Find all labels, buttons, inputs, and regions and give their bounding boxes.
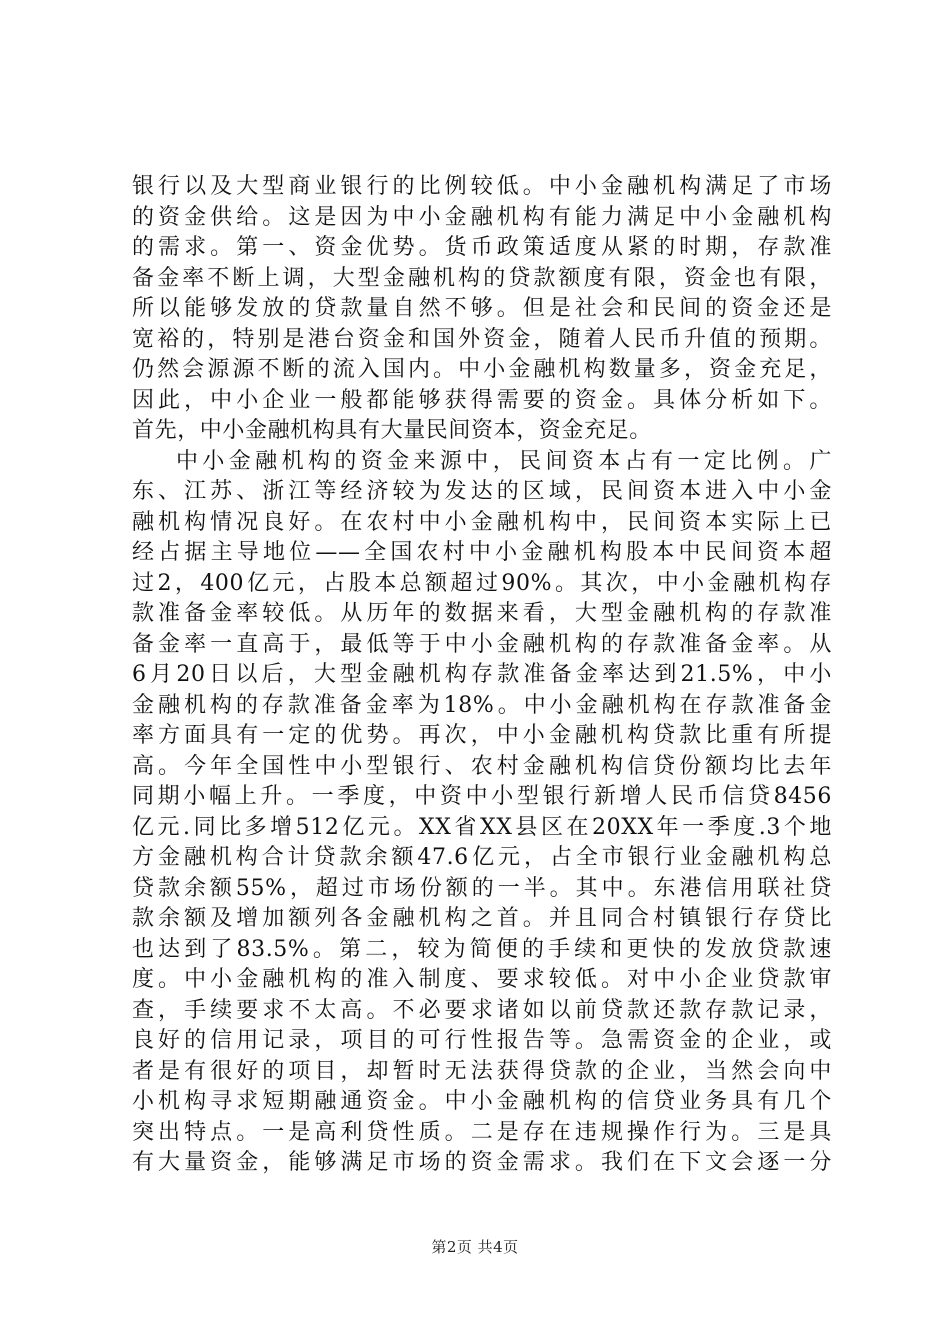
text-line: 首先，中小金融机构具有大量民间资本，资金充足。 <box>132 418 652 443</box>
text-line: 高。今年全国性中小型银行、农村金融机构信贷份额均比去年 <box>132 753 832 779</box>
text-line: 亿元.同比多增512亿元。XX省XX县区在20XX年一季度.3个地 <box>132 814 832 840</box>
text-line: 备金率不断上调，大型金融机构的贷款额度有限，资金也有限， <box>132 265 832 291</box>
text-line: 有大量资金，能够满足市场的资金需求。我们在下文会逐一分 <box>132 1150 832 1175</box>
text-line: 备金率一直高于，最低等于中小金融机构的存款准备金率。从 <box>132 631 832 657</box>
text-line: 金融机构的存款准备金率为18%。中小金融机构在存款准备金 <box>132 692 832 718</box>
text-line: 款准备金率较低。从历年的数据来看，大型金融机构的存款准 <box>132 601 832 626</box>
text-line: 仍然会源源不断的流入国内。中小金融机构数量多，资金充足， <box>132 357 832 382</box>
text-line: 银行以及大型商业银行的比例较低。中小金融机构满足了市场 <box>132 174 832 199</box>
text-line: 者是有很好的项目，却暂时无法获得贷款的企业，当然会向中 <box>132 1058 832 1084</box>
text-line: 所以能够发放的贷款量自然不够。但是社会和民间的资金还是 <box>132 296 832 321</box>
text-line: 贷款余额55%，超过市场份额的一半。其中。东港信用联社贷 <box>132 875 832 901</box>
text-line: 率方面具有一定的优势。再次，中小金融机构贷款比重有所提 <box>132 723 832 748</box>
text-line: 过2，400亿元，占股本总额超过90%。其次，中小金融机构存 <box>132 570 832 596</box>
text-line: 因此，中小企业一般都能够获得需要的资金。具体分析如下。 <box>132 387 832 413</box>
paragraph <box>132 447 832 1179</box>
text-line: 度。中小金融机构的准入制度、要求较低。对中小企业贷款审 <box>132 967 832 992</box>
text-line: 东、江苏、浙江等经济较为发达的区域，民间资本进入中小金 <box>132 479 832 504</box>
text-line: 中小金融机构的资金来源中，民间资本占有一定比例。广 <box>176 448 832 474</box>
text-line: 查，手续要求不太高。不必要求诸如以前贷款还款存款记录， <box>132 997 832 1023</box>
text-line: 6月20日以后，大型金融机构存款准备金率达到21.5%，中小 <box>132 662 832 687</box>
text-line: 小机构寻求短期融通资金。中小金融机构的信贷业务具有几个 <box>132 1089 832 1114</box>
document-body <box>132 172 832 1179</box>
text-line: 融机构情况良好。在农村中小金融机构中，民间资本实际上已 <box>132 509 832 535</box>
page-footer: 第2页 共4页 <box>431 1238 519 1256</box>
text-line: 款余额及增加额列各金融机构之首。并且同合村镇银行存贷比 <box>132 906 832 931</box>
text-line: 良好的信用记录，项目的可行性报告等。急需资金的企业，或 <box>132 1028 832 1053</box>
text-line: 的需求。第一、资金优势。货币政策适度从紧的时期，存款准 <box>132 235 832 260</box>
paragraph <box>132 172 832 447</box>
text-line: 同期小幅上升。一季度，中资中小型银行新增人民币信贷8456 <box>132 784 832 809</box>
text-line: 方金融机构合计贷款余额47.6亿元，占全市银行业金融机构总 <box>132 845 832 870</box>
text-line: 的资金供给。这是因为中小金融机构有能力满足中小金融机构 <box>132 204 832 230</box>
text-line: 宽裕的，特别是港台资金和国外资金，随着人民币升值的预期。 <box>132 326 832 352</box>
text-line: 突出特点。一是高利贷性质。二是存在违规操作行为。三是具 <box>132 1119 832 1145</box>
text-line: 也达到了83.5%。第二，较为简便的手续和更快的发放贷款速 <box>132 936 832 962</box>
text-line: 经占据主导地位——全国农村中小金融机构股本中民间资本超 <box>132 540 832 565</box>
